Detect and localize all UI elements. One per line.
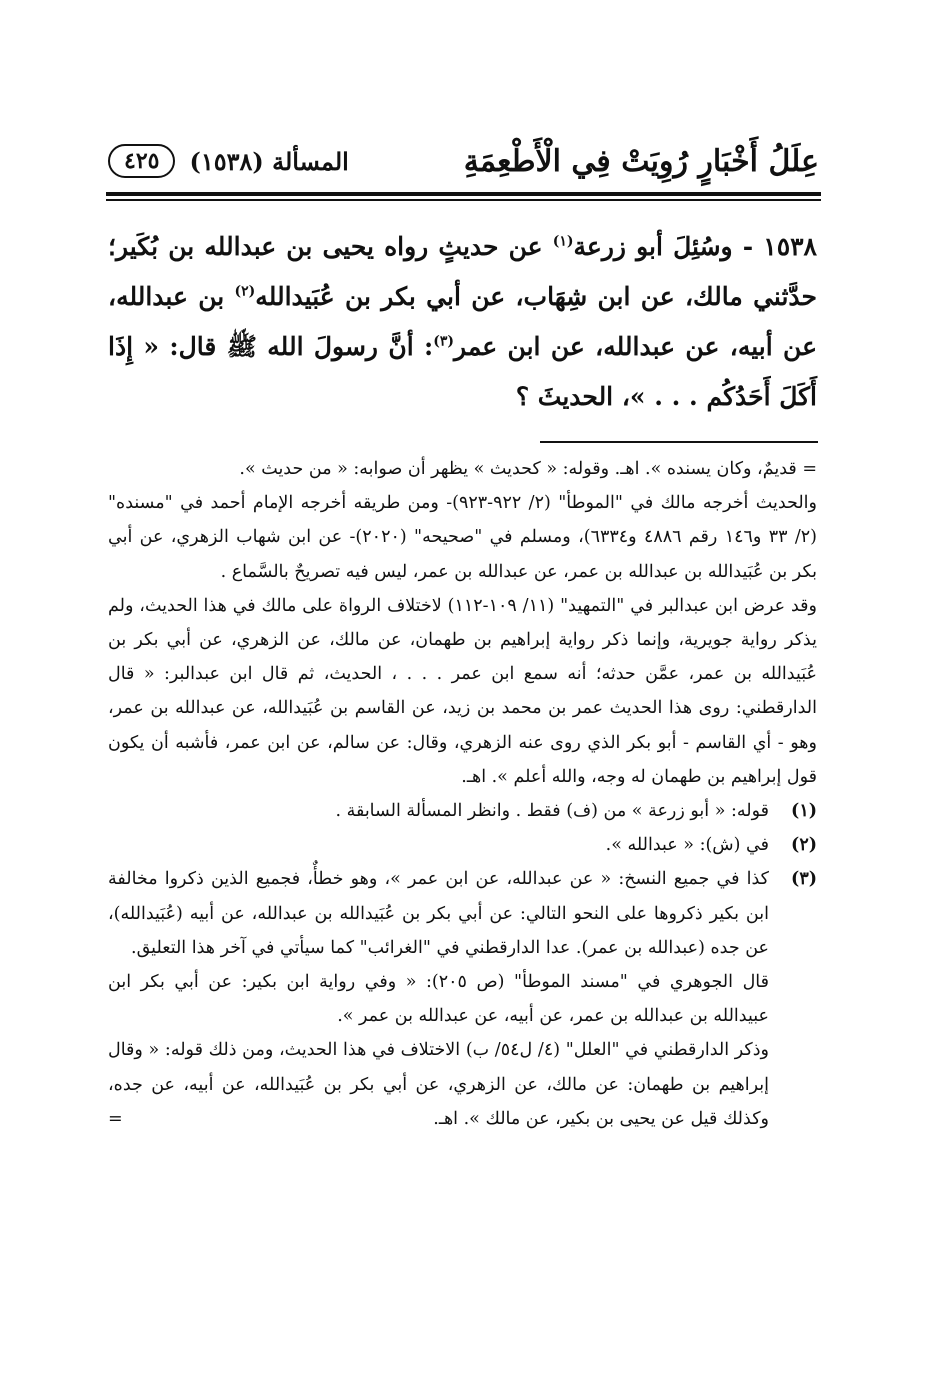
- header-rule-thick: [106, 192, 821, 196]
- footnote-number: (١): [791, 801, 817, 822]
- continuation-mark: =: [108, 1108, 123, 1129]
- header-rule-thin: [106, 199, 821, 201]
- main-text-part: : أنَّ رسولَ الله ﷺ قال: « إِذَا أَكَلَ أَحَدُكُم . . . »، الحديثَ ؟: [108, 332, 817, 411]
- footnote-number: (٣): [791, 869, 817, 890]
- footnote-continuation: والحديث أخرجه مالك في "الموطأ" (٢/ ٩٢٢-٩٢٣)- ومن طريقه أخرجه الإمام أحمد في "مسنده" (٢/ ٣٣ و١٤٦ رقم ٤٨٨٦ و٦٣٣٤)، ومسلم في "صحيحه" (٢٠٢٠)- عن ابن شهاب الزهري، عن أبي بكر بن عُبَيدالله بن عبدالله بن عمر، عن عبدالله بن عمر، ليس فيه تصريحٌ بالسَّماع .: [108, 493, 817, 582]
- footnote-continuation: قال الجوهري في "مسند الموطأ" (ص ٢٠٥): « وفي رواية ابن بكير: عن أبي بكر ابن عبيدالله بن عبدالله بن عمر، عن أبيه، عن عبدالله بن عمر ».: [108, 972, 769, 1027]
- issue-label: المسألة (١٥٣٨): [189, 146, 349, 176]
- footnote-ref-1: (١): [552, 233, 574, 250]
- page-number: ٤٢٥: [108, 144, 175, 178]
- main-paragraph: [108, 222, 817, 422]
- footnote-continuation: وقد عرض ابن عبدالبر في "التمهيد" (١١/ ١٠٩-١١٢) لاختلاف الرواة على مالك في هذا الحديث، ولم يذكر رواية جويرية، وإنما ذكر رواية إبراهيم بن طهمان، عن مالك، عن الزهري، عن أبي بكر بن عُبَيدالله بن عمر، عمَّن حدثه؛ أنه سمع ابن عمر . . . ، الحديث، ثم قال ابن عبدالبر: « قال الدارقطني: روى هذا الحديث عمر بن محمد بن زيد، عن القاسم بن عُبَيدالله، عن عبدالله بن عمر، وهو - أي القاسم - أبو بكر الذي روى عنه الزهري، وقال: عن سالم، عن ابن عمر، فأشبه أن يكون قول إبراهيم بن طهمان له وجه، والله أعلم ». اهـ.: [108, 595, 817, 787]
- footnote-item: [108, 828, 817, 862]
- main-text: [108, 222, 817, 422]
- main-text-part: بن عبدالله، عن أبيه، عن عبدالله، عن ابن عمر: [108, 282, 817, 361]
- footnote-ref-2: (٢): [234, 283, 256, 300]
- footnote-item: [108, 862, 817, 965]
- main-text-part: عن حديثٍ رواه يحيى بن عبدالله بن بُكَير؛ حدَّثني مالك، عن ابن شِهَاب، عن أبي بكر بن عُبَيدالله: [108, 232, 817, 311]
- book-title: عِلَلُ أَخْبَارٍ رُوِيَتْ فِي الْأَطْعِمَةِ: [463, 143, 819, 179]
- footnotes: [108, 452, 817, 1136]
- footnote-text: وذكر الدارقطني في "العلل" (٤/ ل٥٤/ ب) الاختلاف في هذا الحديث، ومن ذلك قوله: « وقال إبراهيم بن طهمان: عن مالك، عن الزهري، عن أبي بكر بن عُبَيدالله، عن أبيه، عن جده، وكذلك قيل عن يحيى بن بكير، عن مالك ». اهـ.: [108, 1040, 769, 1129]
- footnote-separator: [540, 441, 818, 443]
- footnote-text: كذا في جميع النسخ: « عن عبدالله، عن ابن عمر »، وهو خطأٌ، فجميع الذين ذكروا مخالفة ابن بكير ذكروها على النحو التالي: عن أبي بكر بن عُبَيدالله بن عبدالله، عن أبيه (عُبَيدالله)، عن جده (عبدالله بن عمر). عدا الدارقطني في "الغرائب" كما سيأتي في آخر هذا التعليق.: [108, 869, 769, 958]
- footnote-continuation: = قديمٌ، وكان يسنده ». اهـ. وقوله: « كحديث » يظهر أن صوابه: « من حديث ».: [239, 459, 817, 479]
- footnote-text: في (ش): « عبدالله ».: [605, 835, 769, 856]
- footnote-item: [108, 794, 817, 828]
- footnote-ref-3: (٣): [433, 333, 455, 350]
- page-header: [108, 138, 819, 184]
- main-text-part: ١٥٣٨ - وسُئِلَ أبو زرعة: [573, 232, 817, 261]
- footnote-number: (٢): [791, 835, 817, 856]
- footnote-text: قوله: « أبو زرعة » من (ف) فقط . وانظر المسألة السابقة .: [335, 801, 769, 822]
- footnote-continuation: [108, 1033, 817, 1136]
- header-meta: [108, 144, 349, 178]
